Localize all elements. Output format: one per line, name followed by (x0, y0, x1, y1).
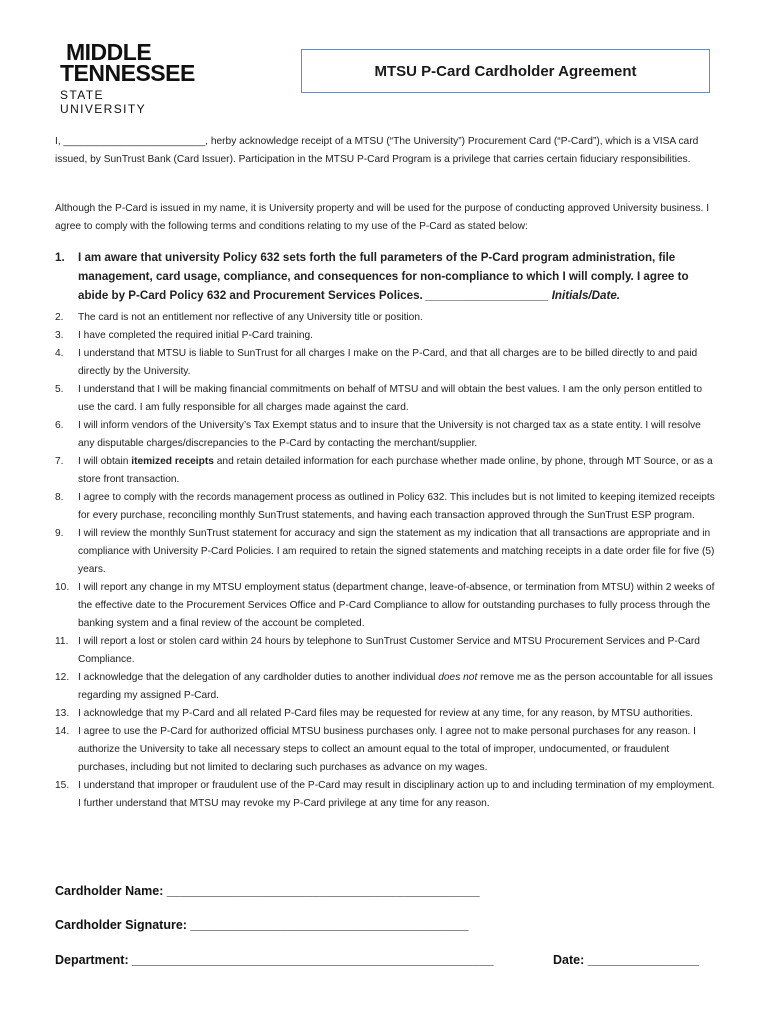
term-text: I acknowledge that the delegation of any cardholder duties to another individual (78, 672, 439, 683)
term-number: 8. (55, 492, 64, 503)
term-item-15 (55, 777, 715, 813)
intro-paragraph-1 (55, 133, 715, 169)
term-item-2 (55, 309, 715, 327)
intro-text-start: I, (55, 136, 64, 147)
term-number: 10. (55, 582, 70, 593)
term-number: 13. (55, 708, 70, 719)
mtsu-logo (60, 39, 195, 116)
term-text: I will review the monthly SunTrust statement for accuracy and sign the statement as my indication that all transactions are appropriate and in compliance with University P-Card Policies. I am required to retain the signed statements and matching receipts in a date order file for five (5) years. (78, 528, 715, 575)
term-text: I acknowledge that my P-Card and all related P-Card files may be requested for review at any time, for any reason, by MTSU authorities. (78, 708, 693, 719)
intro-text-rest: , herby acknowledge receipt of a MTSU (“The University”) Procurement Card (“P-Card”), which is a VISA card issued, by SunTrust Bank (Card Issuer). Participation in the MTSU P-Card Program is a privilege that carries certain fiduciary responsibilities. (55, 136, 699, 165)
term-text: The card is not an entitlement nor reflective of any University title or position. (78, 312, 423, 323)
term-text: I will obtain (78, 456, 132, 467)
logo-line-tennessee: TENNESSEE (60, 60, 195, 86)
term-item-6 (55, 417, 715, 453)
term-text: I will inform vendors of the University’s Tax Exempt status and to insure that the University is not charged tax as a state entity. I will resolve any disputable charges/discrepancies to the P-Card by contacting the merchant/supplier. (78, 420, 701, 449)
term-text: I understand that I will be making financial commitments on behalf of MTSU and will obtain the best values. I am the only person entitled to use the card. I am fully responsible for all charges made against the card. (78, 384, 703, 413)
term-text-rest: remove me as the person accountable for all issues regarding my assigned P-Card. (78, 672, 713, 701)
term-item-12 (55, 669, 715, 705)
term-number: 15. (55, 780, 70, 791)
term-text: I am aware that university Policy 632 sets forth the full parameters of the P-Card program administration, file management, card usage, compliance, and consequences for non-compliance to which I will comply. I agree to abide by P-Card Policy 632 and Procurement Services Polices. (78, 251, 689, 302)
term-item-7 (55, 453, 715, 489)
itemized-receipts-emphasis: itemized receipts (131, 456, 214, 467)
does-not-emphasis: does not (438, 672, 478, 683)
term-number: 3. (55, 330, 64, 341)
term-number: 6. (55, 420, 64, 431)
term-item-14 (55, 723, 715, 777)
cardholder-name-field[interactable]: Cardholder Name: _____________________________________________ (55, 884, 480, 898)
term-item-10 (55, 579, 715, 633)
term-item-8 (55, 489, 715, 525)
term-number: 5. (55, 384, 64, 395)
intro-paragraph-2: Although the P-Card is issued in my name, it is University property and will be used for the purpose of conducting approved University business. I agree to comply with the following terms and conditions relating to my use of the P-Card as stated below: (55, 203, 710, 232)
term-item-4 (55, 345, 715, 381)
term-number: 1. (55, 251, 65, 264)
term-item-11 (55, 633, 715, 669)
department-field[interactable]: Department: ____________________________________________________ (55, 953, 494, 967)
term-text: I have completed the required initial P-Card training. (78, 330, 314, 341)
date-field[interactable]: Date: ________________ (553, 953, 699, 967)
logo-line-middle: MIDDLE (66, 39, 152, 65)
term-text-rest: and retain detailed information for each purchase whether made online, by phone, through MT Source, or as a store front transaction. (78, 456, 713, 485)
term-item-3 (55, 327, 715, 345)
term-number: 7. (55, 456, 64, 467)
term-text: I agree to comply with the records management process as outlined in Policy 632. This includes but is not limited to keeping itemized receipts for every purchase, reconciling monthly SunTrust statements, and having each transaction approved through the SunTrust ESP program. (78, 492, 715, 521)
term-item-1 (55, 248, 715, 305)
name-blank-field[interactable]: _________________________ (63, 136, 206, 147)
terms-list (55, 248, 715, 813)
term-item-9 (55, 525, 715, 579)
term-text: I understand that improper or fraudulent use of the P-Card may result in disciplinary action up to and including termination of my employment. I further understand that MTSU may revoke my P-Card privilege at any time for any reason. (78, 780, 715, 809)
term-item-13 (55, 705, 715, 723)
term-number: 14. (55, 726, 70, 737)
term-number: 9. (55, 528, 64, 539)
term-text: I agree to use the P-Card for authorized official MTSU business purchases only. I agree not to make personal purchases for any reason. I authorize the University to take all necessary steps to collect an amount equal to the total of improper, undocumented, or fraudulent purchases, including but not limited to declaring such purchases as advance on my wages. (78, 726, 696, 773)
term-text: I understand that MTSU is liable to SunTrust for all charges I make on the P-Card, and that all charges are to be billed directly to and paid directly by the University. (78, 348, 698, 377)
initials-date-field[interactable]: ___________________ Initials/Date. (425, 289, 620, 302)
term-number: 2. (55, 312, 64, 323)
term-text: I will report a lost or stolen card within 24 hours by telephone to SunTrust Customer Service and MTSU Procurement Services and P-Card Compliance. (78, 636, 700, 665)
term-number: 11. (55, 636, 69, 647)
document-title: MTSU P-Card Cardholder Agreement (301, 49, 710, 93)
term-text: I will report any change in my MTSU employment status (department change, leave-of-absence, or termination from MTSU) within 2 weeks of the effective date to the Procurement Services Office and P-Card Compliance to allow for outstanding purchases to fully process through the banking system and a final review of the account be completed. (78, 582, 715, 629)
term-number: 12. (55, 672, 70, 683)
cardholder-signature-field[interactable]: Cardholder Signature: ________________________________________ (55, 918, 469, 932)
term-item-5 (55, 381, 715, 417)
term-number: 4. (55, 348, 64, 359)
logo-line-state-university: STATE UNIVERSITY (60, 88, 147, 116)
